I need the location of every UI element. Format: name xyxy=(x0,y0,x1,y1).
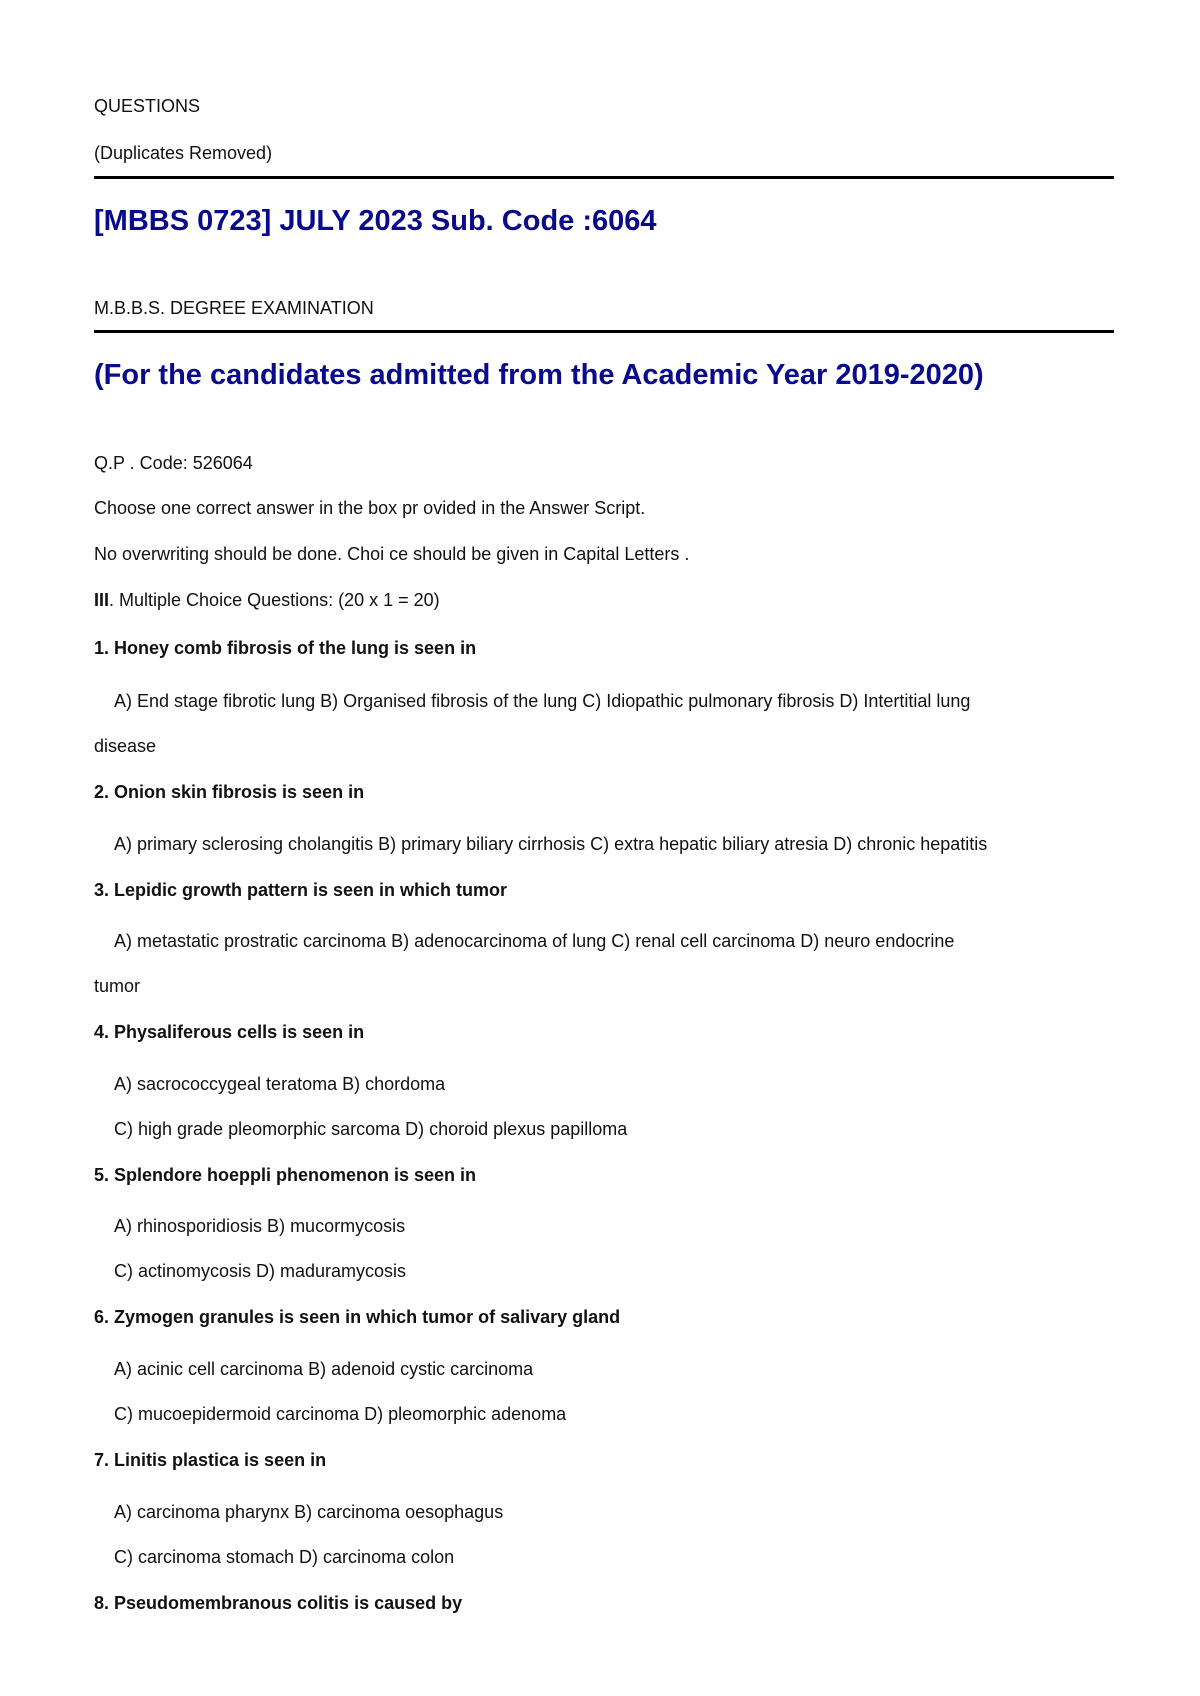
question-2: 2. Onion skin fibrosis is seen in xyxy=(94,782,365,802)
question-1-options: A) End stage fibrotic lung B) Organised fibrosis of the lung C) Idiopathic pulmonary fibrosis D) Intertitial lung xyxy=(114,691,971,711)
question-3-options-cont: tumor xyxy=(94,976,141,996)
question-1: 1. Honey comb fibrosis of the lung is seen in xyxy=(94,638,477,658)
candidates-heading: (For the candidates admitted from the Academic Year 2019-2020) xyxy=(94,359,984,391)
instruction-answer-box: Choose one correct answer in the box pr ovided in the Answer Script. xyxy=(94,498,646,518)
question-7-options-ab: A) carcinoma pharynx B) carcinoma oesophagus xyxy=(114,1502,504,1522)
question-5: 5. Splendore hoeppli phenomenon is seen in xyxy=(94,1165,477,1185)
qp-code: Q.P . Code: 526064 xyxy=(94,453,253,473)
question-6-options-cd: C) mucoepidermoid carcinoma D) pleomorphic adenoma xyxy=(114,1404,567,1424)
question-4-options-cd: C) high grade pleomorphic sarcoma D) choroid plexus papilloma xyxy=(114,1119,628,1139)
question-3: 3. Lepidic growth pattern is seen in which tumor xyxy=(94,880,508,900)
question-2-options: A) primary sclerosing cholangitis B) primary biliary cirrhosis C) extra hepatic biliary atresia D) chronic hepatitis xyxy=(114,834,988,854)
instruction-no-overwriting: No overwriting should be done. Choi ce should be given in Capital Letters . xyxy=(94,544,690,564)
divider-middle xyxy=(94,330,1114,333)
degree-label: M.B.B.S. DEGREE EXAMINATION xyxy=(94,298,374,318)
question-3-options: A) metastatic prostratic carcinoma B) adenocarcinoma of lung C) renal cell carcinoma D) neuro endocrine xyxy=(114,931,955,951)
question-7: 7. Linitis plastica is seen in xyxy=(94,1450,327,1470)
question-6-options-ab: A) acinic cell carcinoma B) adenoid cystic carcinoma xyxy=(114,1359,534,1379)
question-4: 4. Physaliferous cells is seen in xyxy=(94,1022,365,1042)
duplicates-note: (Duplicates Removed) xyxy=(94,143,273,163)
question-5-options-ab: A) rhinosporidiosis B) mucormycosis xyxy=(114,1216,406,1236)
questions-label: QUESTIONS xyxy=(94,96,201,116)
divider-top xyxy=(94,176,1114,179)
question-8: 8. Pseudomembranous colitis is caused by xyxy=(94,1593,463,1613)
question-7-options-cd: C) carcinoma stomach D) carcinoma colon xyxy=(114,1547,455,1567)
section-description: . Multiple Choice Questions: (20 x 1 = 20) xyxy=(109,590,440,610)
exam-title: [MBBS 0723] JULY 2023 Sub. Code :6064 xyxy=(94,205,657,237)
question-1-options-cont: disease xyxy=(94,736,157,756)
section-roman: III xyxy=(94,590,110,610)
question-6: 6. Zymogen granules is seen in which tumor of salivary gland xyxy=(94,1307,621,1327)
question-5-options-cd: C) actinomycosis D) maduramycosis xyxy=(114,1261,407,1281)
question-4-options-ab: A) sacrococcygeal teratoma B) chordoma xyxy=(114,1074,446,1094)
section-heading xyxy=(94,589,440,611)
